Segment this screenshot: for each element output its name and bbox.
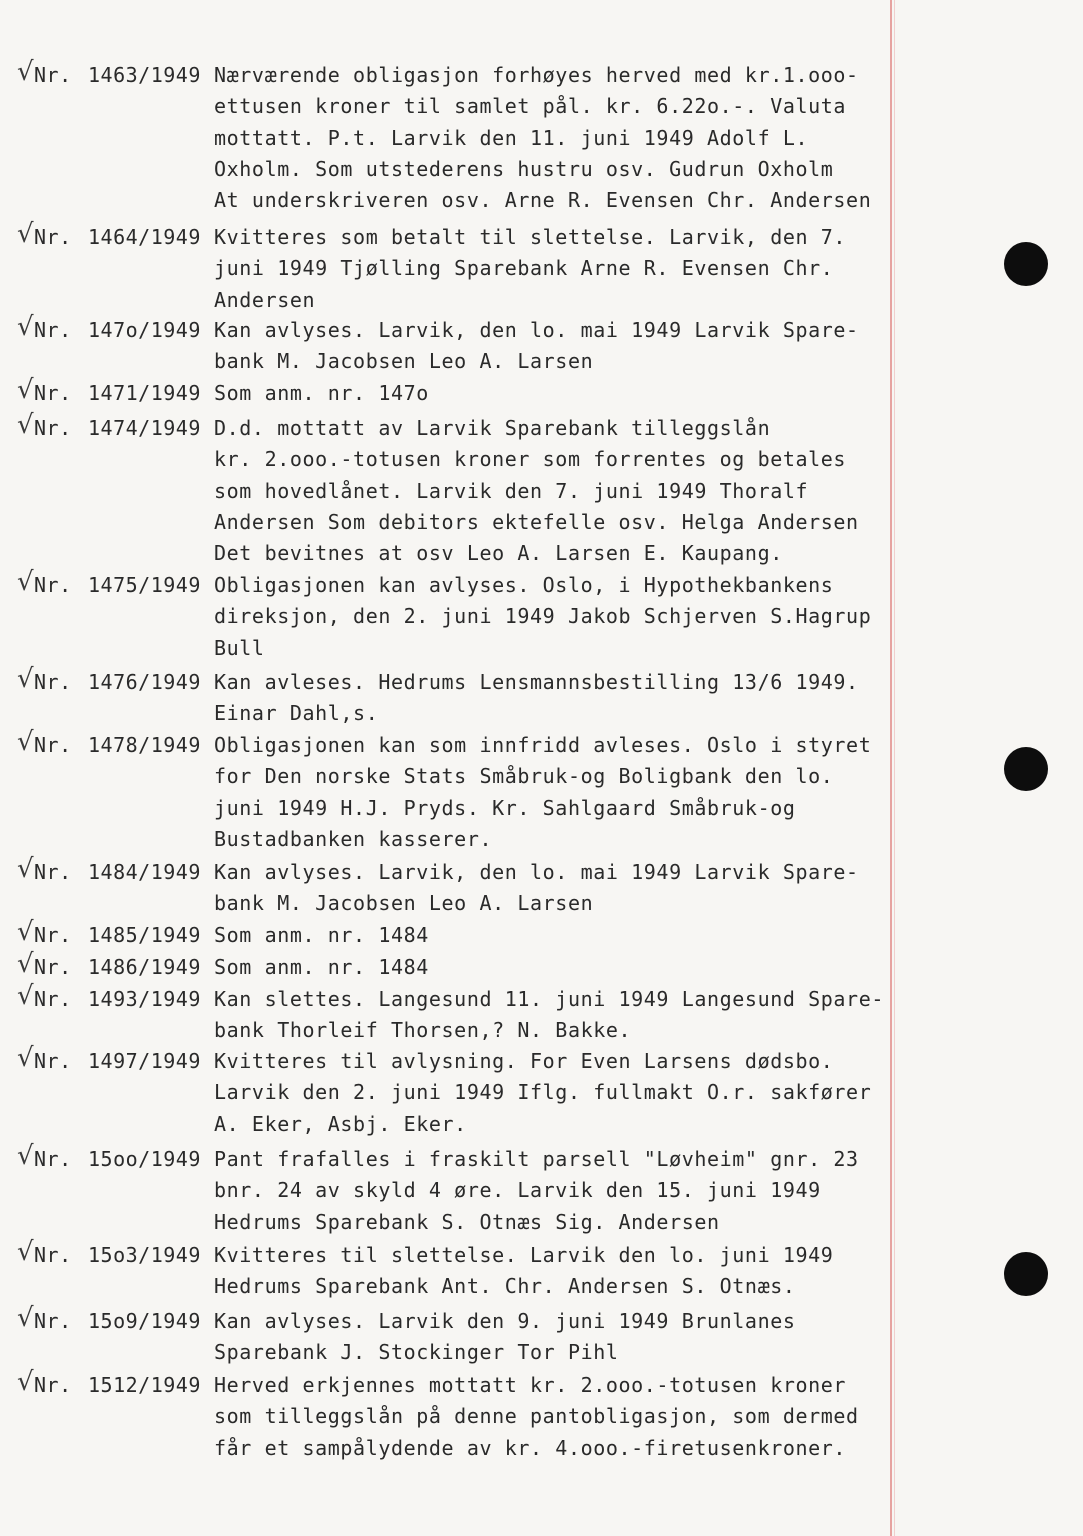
- ledger-entry: [0, 664, 890, 733]
- entry-text-line: Bull: [214, 635, 265, 660]
- ledger-entry: [0, 1141, 890, 1241]
- ledger-entry: [0, 981, 890, 1050]
- entry-number: 147o/1949: [88, 318, 201, 342]
- entry-text-line: Kan avlyses. Larvik den 9. juni 1949 Brunlanes: [214, 1309, 796, 1333]
- ledger-entry: [0, 567, 890, 667]
- checkmark-icon: √: [17, 727, 34, 757]
- entry-prefix: Nr.: [34, 1309, 72, 1333]
- entry-number: 1493/1949: [88, 987, 201, 1011]
- ledger-entry: [0, 57, 890, 220]
- entry-number: 15o3/1949: [88, 1243, 201, 1267]
- checkmark-icon: √: [17, 219, 34, 249]
- entry-prefix: Nr.: [34, 225, 72, 249]
- entry-text-line: Pant frafalles i fraskilt parsell "Løvheim" gnr. 23: [214, 1147, 859, 1171]
- entry-text-line: Som anm. nr. 1484: [214, 955, 429, 979]
- checkmark-icon: √: [17, 1043, 34, 1073]
- entry-text-line: Obligasjonen kan avlyses. Oslo, i Hypothekbankens: [214, 573, 834, 597]
- entry-text-line: bank M. Jacobsen Leo A. Larsen: [214, 891, 594, 916]
- entry-prefix: Nr.: [34, 955, 72, 979]
- entry-number: 1476/1949: [88, 670, 201, 694]
- entry-text-line: Hedrums Sparebank S. Otnæs Sig. Andersen: [214, 1209, 720, 1234]
- entry-prefix: Nr.: [34, 1373, 72, 1397]
- entry-text-line: Kan slettes. Langesund 11. juni 1949 Langesund Spare-: [214, 987, 884, 1011]
- punch-hole-icon: [1004, 1252, 1048, 1296]
- entry-number: 1485/1949: [88, 923, 201, 947]
- entry-prefix: Nr.: [34, 1243, 72, 1267]
- ledger-entry: [0, 1043, 890, 1143]
- entry-text-line: Oxholm. Som utstederens hustru osv. Gudrun Oxholm: [214, 156, 834, 181]
- entry-prefix: Nr.: [34, 860, 72, 884]
- entry-text-line: juni 1949 Tjølling Sparebank Arne R. Evensen Chr.: [214, 256, 834, 281]
- entry-text-line: Som anm. nr. 147o: [214, 381, 429, 405]
- ledger-entry: [0, 1367, 890, 1467]
- entry-text-line: Herved erkjennes mottatt kr. 2.ooo.-totusen kroner: [214, 1373, 847, 1397]
- ledger-entry: [0, 410, 890, 573]
- entry-prefix: Nr.: [34, 670, 72, 694]
- checkmark-icon: √: [17, 312, 34, 342]
- entry-text-line: bank M. Jacobsen Leo A. Larsen: [214, 349, 594, 374]
- entry-text-line: får et sampålydende av kr. 4.ooo.-firetusenkroner.: [214, 1435, 847, 1460]
- entry-prefix: Nr.: [34, 1049, 72, 1073]
- checkmark-icon: √: [17, 981, 34, 1011]
- entry-number: 1478/1949: [88, 733, 201, 757]
- entry-text-line: bank Thorleif Thorsen,? N. Bakke.: [214, 1018, 632, 1043]
- entry-text-line: Larvik den 2. juni 1949 Iflg. fullmakt O.r. sakfører: [214, 1080, 872, 1105]
- checkmark-icon: √: [17, 375, 34, 405]
- ledger-entry: [0, 917, 890, 954]
- entry-text-line: Kan avleses. Hedrums Lensmannsbestilling 13/6 1949.: [214, 670, 859, 694]
- entry-text-line: ettusen kroner til samlet pål. kr. 6.22o.-. Valuta: [214, 94, 847, 119]
- entry-prefix: Nr.: [34, 416, 72, 440]
- entry-prefix: Nr.: [34, 987, 72, 1011]
- margin-rule: [890, 0, 892, 1536]
- entry-text-line: som hovedlånet. Larvik den 7. juni 1949 Thoralf: [214, 478, 809, 503]
- entry-text-line: Andersen Som debitors ektefelle osv. Helga Andersen: [214, 509, 859, 534]
- entry-text-line: for Den norske Stats Småbruk-og Boligbank den lo.: [214, 764, 834, 789]
- entry-text-line: A. Eker, Asbj. Eker.: [214, 1111, 467, 1136]
- entry-text-line: Kan avlyses. Larvik, den lo. mai 1949 Larvik Spare-: [214, 318, 859, 342]
- entry-text-line: Sparebank J. Stockinger Tor Pihl: [214, 1340, 619, 1365]
- entry-text-line: Nærværende obligasjon forhøyes herved med kr.1.ooo-: [214, 63, 859, 87]
- entry-prefix: Nr.: [34, 63, 72, 87]
- checkmark-icon: √: [17, 57, 34, 87]
- ledger-entry: [0, 312, 890, 381]
- entry-number: 1486/1949: [88, 955, 201, 979]
- entry-text-line: Bustadbanken kasserer.: [214, 826, 493, 851]
- entry-prefix: Nr.: [34, 573, 72, 597]
- checkmark-icon: √: [17, 1237, 34, 1267]
- entry-number: 1463/1949: [88, 63, 201, 87]
- entry-text-line: Kvitteres som betalt til slettelse. Larvik, den 7.: [214, 225, 847, 249]
- entry-text-line: Andersen: [214, 287, 316, 312]
- ledger-entry: [0, 219, 890, 319]
- entry-prefix: Nr.: [34, 733, 72, 757]
- entry-text-line: mottatt. P.t. Larvik den 11. juni 1949 Adolf L.: [214, 125, 809, 150]
- entry-number: 15oo/1949: [88, 1147, 201, 1171]
- entry-text-line: Kan avlyses. Larvik, den lo. mai 1949 Larvik Spare-: [214, 860, 859, 884]
- entry-prefix: Nr.: [34, 381, 72, 405]
- entry-text-line: bnr. 24 av skyld 4 øre. Larvik den 15. juni 1949: [214, 1178, 821, 1203]
- ledger-entry: [0, 375, 890, 412]
- entry-text-line: Kvitteres til slettelse. Larvik den lo. juni 1949: [214, 1243, 834, 1267]
- entry-text-line: D.d. mottatt av Larvik Sparebank tilleggslån: [214, 416, 771, 440]
- entry-number: 1475/1949: [88, 573, 201, 597]
- checkmark-icon: √: [17, 410, 34, 440]
- entry-text-line: juni 1949 H.J. Pryds. Kr. Sahlgaard Småbruk-og: [214, 795, 796, 820]
- checkmark-icon: √: [17, 854, 34, 884]
- entry-number: 1497/1949: [88, 1049, 201, 1073]
- checkmark-icon: √: [17, 1367, 34, 1397]
- entry-number: 15o9/1949: [88, 1309, 201, 1333]
- ledger-entry: [0, 727, 890, 858]
- entry-prefix: Nr.: [34, 1147, 72, 1171]
- entry-text-line: Hedrums Sparebank Ant. Chr. Andersen S. Otnæs.: [214, 1274, 796, 1299]
- entry-number: 1464/1949: [88, 225, 201, 249]
- ledger-entry: [0, 949, 890, 986]
- entry-text-line: At underskriveren osv. Arne R. Evensen Chr. Andersen: [214, 188, 872, 213]
- ledger-entry: [0, 854, 890, 923]
- entry-number: 1474/1949: [88, 416, 201, 440]
- entry-text-line: kr. 2.ooo.-totusen kroner som forrentes og betales: [214, 447, 847, 472]
- entry-number: 1484/1949: [88, 860, 201, 884]
- entry-number: 1512/1949: [88, 1373, 201, 1397]
- entry-text-line: Einar Dahl,s.: [214, 701, 379, 726]
- entry-text-line: Obligasjonen kan som innfridd avleses. Oslo i styret: [214, 733, 872, 757]
- entry-prefix: Nr.: [34, 923, 72, 947]
- checkmark-icon: √: [17, 567, 34, 597]
- punch-hole-icon: [1004, 747, 1048, 791]
- entry-prefix: Nr.: [34, 318, 72, 342]
- checkmark-icon: √: [17, 1303, 34, 1333]
- entry-text-line: Kvitteres til avlysning. For Even Larsens dødsbo.: [214, 1049, 834, 1073]
- entry-text-line: Det bevitnes at osv Leo A. Larsen E. Kaupang.: [214, 541, 783, 566]
- entry-text-line: Som anm. nr. 1484: [214, 923, 429, 947]
- entry-text-line: som tilleggslån på denne pantobligasjon, som dermed: [214, 1404, 859, 1429]
- checkmark-icon: √: [17, 664, 34, 694]
- checkmark-icon: √: [17, 949, 34, 979]
- ledger-entry: [0, 1237, 890, 1306]
- ledger-entry: [0, 1303, 890, 1372]
- punch-hole-icon: [1004, 242, 1048, 286]
- checkmark-icon: √: [17, 917, 34, 947]
- entry-number: 1471/1949: [88, 381, 201, 405]
- margin-rule-shadow: [894, 0, 895, 1536]
- checkmark-icon: √: [17, 1141, 34, 1171]
- entry-text-line: direksjon, den 2. juni 1949 Jakob Schjerven S.Hagrup: [214, 604, 872, 629]
